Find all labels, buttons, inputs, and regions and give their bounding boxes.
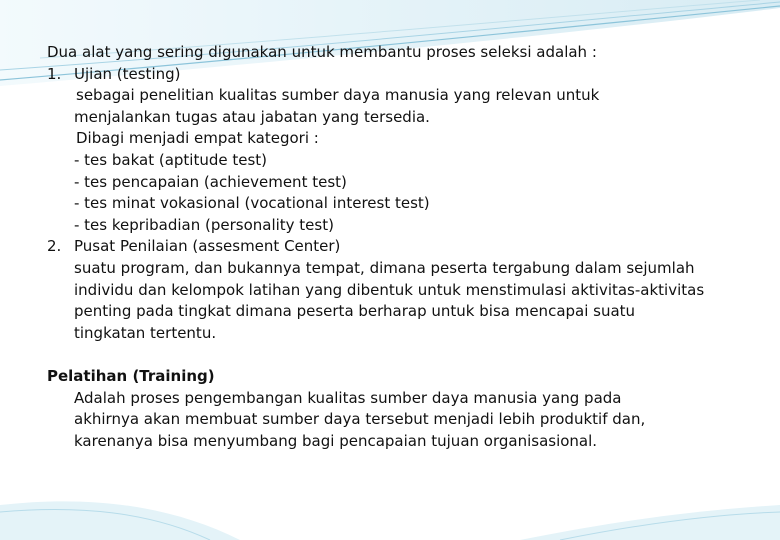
list-number-1: 1.: [47, 64, 62, 83]
item2-desc-line: penting pada tingkat dimana peserta berharap untuk bisa mencapai suatu: [74, 302, 636, 321]
bottom-right-wave: [520, 505, 780, 540]
list-item-1: [47, 64, 757, 86]
category-item: - tes minat vokasional (vocational interest test): [74, 194, 430, 213]
training-line: Adalah proses pengembangan kualitas sumber daya manusia yang pada: [74, 388, 622, 407]
item1-categories-intro: Dibagi menjadi empat kategori :: [76, 129, 319, 148]
category-item: - tes kepribadian (personality test): [74, 215, 334, 234]
bottom-left-wave: [0, 501, 240, 540]
training-line: akhirnya akan membuat sumber daya tersebut menjadi lebih produktif dan,: [74, 410, 646, 429]
category-item: - tes bakat (aptitude test): [74, 150, 268, 169]
section-spacer: [47, 344, 757, 366]
list-item-2: [47, 236, 757, 258]
category-item: - tes pencapaian (achievement test): [74, 172, 347, 191]
list-number-2: 2.: [47, 237, 62, 256]
training-heading: Pelatihan (Training): [47, 366, 215, 385]
item1-desc-line: sebagai penelitian kualitas sumber daya manusia yang relevan untuk: [76, 86, 600, 105]
item1-desc-line: menjalankan tugas atau jabatan yang tersedia.: [74, 107, 430, 126]
item2-desc-line: individu dan kelompok latihan yang dibentuk untuk menstimulasi aktivitas-aktivitas: [74, 280, 705, 299]
item1-title: Ujian (testing): [74, 64, 181, 83]
item2-desc-line: suatu program, dan bukannya tempat, dimana peserta tergabung dalam sejumlah: [74, 258, 695, 277]
intro-text: Dua alat yang sering digunakan untuk membantu proses seleksi adalah :: [47, 43, 597, 61]
item2-desc-line: tingkatan tertentu.: [74, 323, 217, 342]
slide-content: [47, 42, 757, 452]
training-line: karenanya bisa menyumbang bagi pencapaian tujuan organisasional.: [74, 431, 598, 450]
item2-title: Pusat Penilaian (assesment Center): [74, 237, 341, 256]
